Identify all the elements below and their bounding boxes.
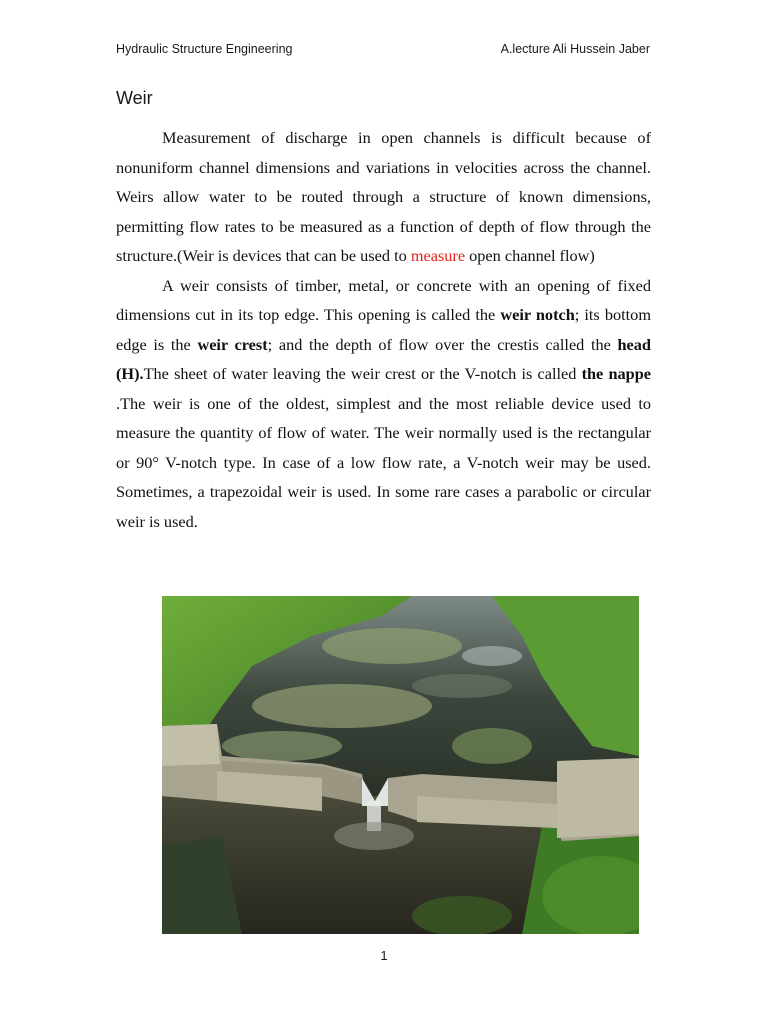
p2-t1: A weir consists of timber, metal, or concrete with an opening of fixed dimensions cut in its top edge. This opening is called the	[116, 275, 651, 324]
p2-t5: .The weir is one of the oldest, simplest and the most reliable device used to measure the quantity of flow of water. The weir normally used is the rectangular or 90° V-notch type. In case of a low flow rate, a V-notch weir may be used. Sometimes, a trapezoidal weir is used. In some rare cases a parabolic or circular weir is used.	[116, 393, 651, 531]
term-nappe: the nappe	[581, 364, 651, 383]
weir-photo	[162, 596, 639, 934]
page-number: 1	[380, 948, 388, 963]
p1-highlight: measure	[410, 246, 466, 265]
header-right: A.lecture Ali Hussein Jaber	[500, 42, 650, 56]
body-text	[116, 123, 651, 536]
header-left: Hydraulic Structure Engineering	[116, 42, 293, 56]
term-head: head (H).	[116, 334, 651, 383]
section-title: Weir	[116, 88, 153, 108]
term-weir-crest: weir crest	[197, 334, 268, 354]
p2-t3: ; and the depth of flow over the crestis called the	[267, 334, 618, 354]
p2-t4: The sheet of water leaving the weir crest or the V-notch is called	[143, 364, 582, 383]
p1-text-after: open channel flow)	[465, 246, 595, 265]
paragraph-2	[116, 271, 651, 537]
term-weir-notch: weir notch	[500, 305, 575, 324]
paragraph-1	[116, 123, 651, 271]
p1-text-before: Measurement of discharge in open channels is difficult because of nonuniform channel dimensions and variations in velocities across the channel. Weirs allow water to be routed through a structure of known dimensions, permitting flow rates to be measured as a function of depth of flow through the structure.(Weir is devices that can be used to	[116, 128, 651, 265]
p2-t2: ; its bottom edge is the	[116, 305, 651, 354]
